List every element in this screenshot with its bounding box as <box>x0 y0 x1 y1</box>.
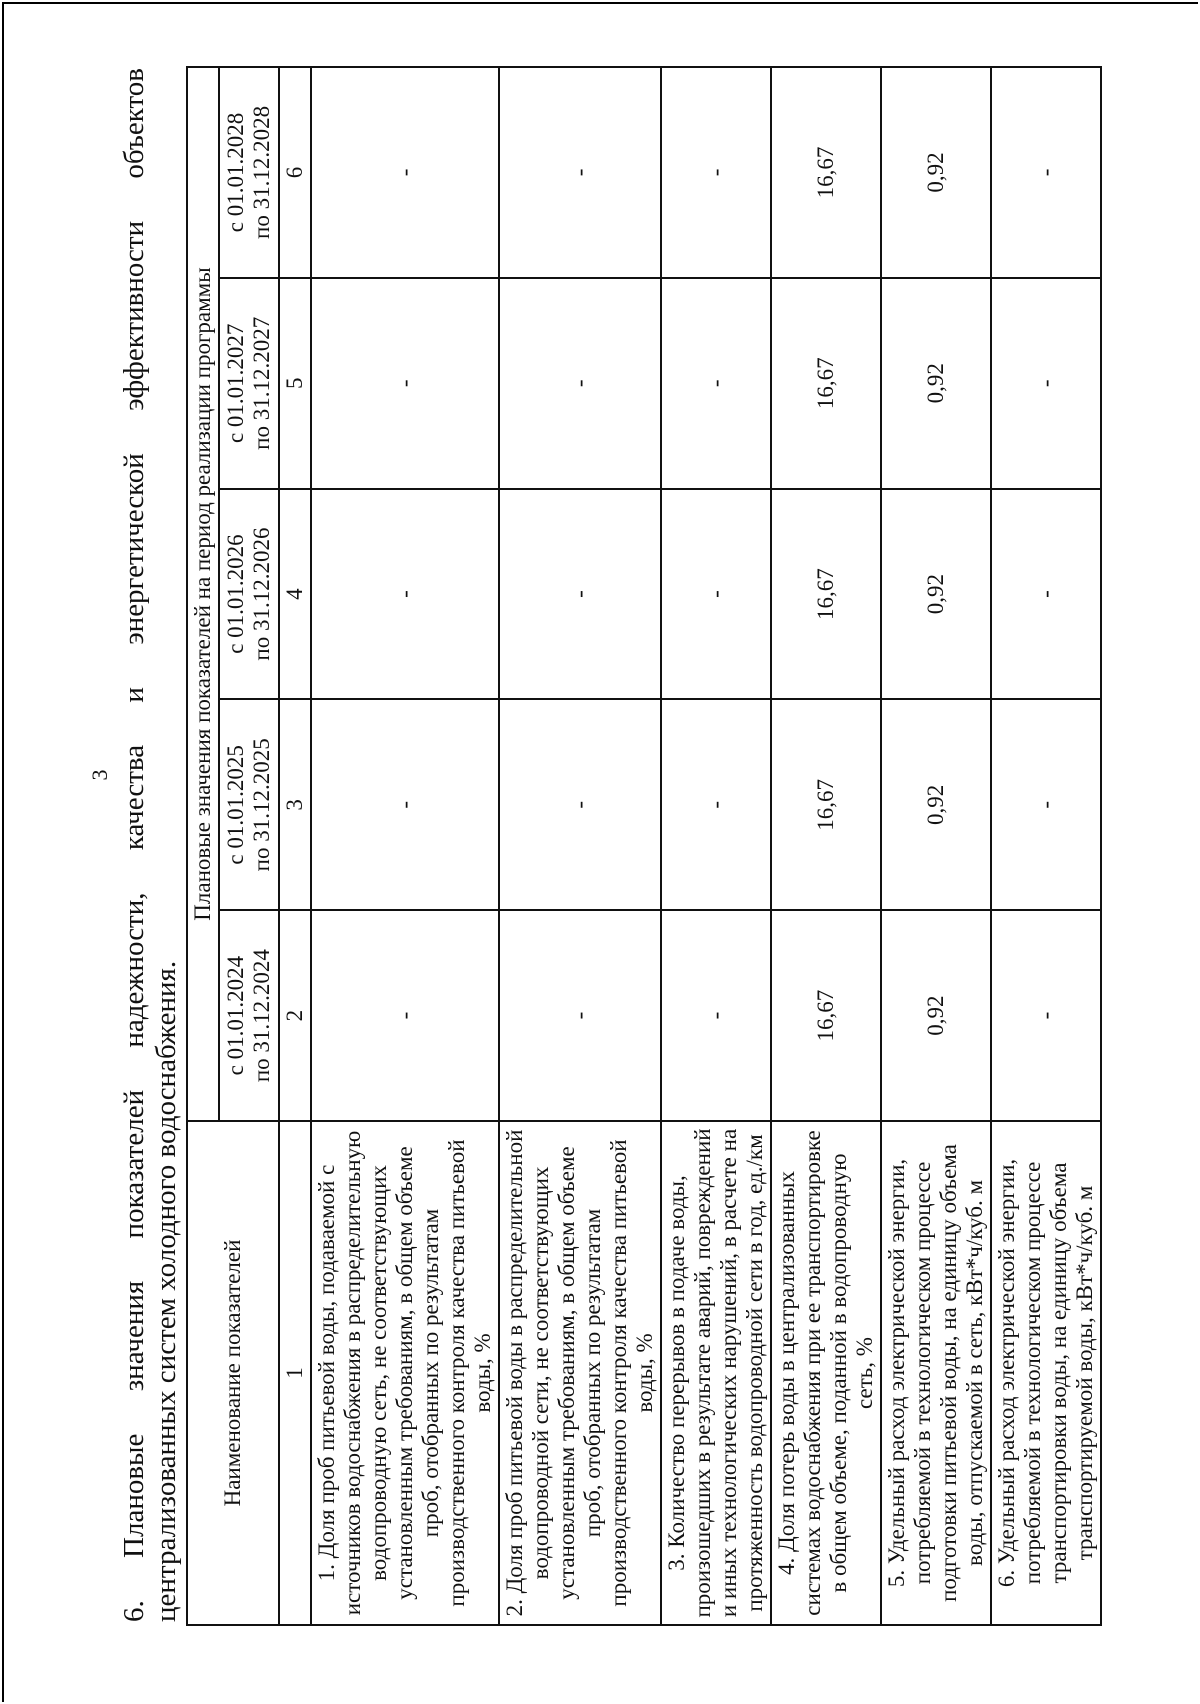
indicator-value: - <box>499 489 661 700</box>
indicator-value: 16,67 <box>771 278 881 489</box>
rotated-content <box>118 60 1097 1630</box>
indicator-value: - <box>311 67 499 278</box>
indicator-value: - <box>661 699 771 910</box>
indicator-value: - <box>311 699 499 910</box>
indicator-value: 0,92 <box>881 489 991 700</box>
indicator-value: - <box>311 910 499 1121</box>
indicator-value: - <box>661 278 771 489</box>
indicator-name: 5. Удельный расход электрической энергии, потребляемой в технологическом процессе подготовки питьевой воды, на единицу объема воды, отпускаемой в сеть, кВт*ч/куб. м <box>881 1121 991 1625</box>
period-header: с 01.01.2024 по 31.12.2024 <box>219 910 279 1121</box>
indicator-value: - <box>991 278 1101 489</box>
indicator-value: - <box>991 489 1101 700</box>
indicators-table <box>186 66 1102 1626</box>
table-row <box>881 67 991 1625</box>
column-number: 4 <box>279 489 311 700</box>
indicator-value: 0,92 <box>881 67 991 278</box>
indicator-name: 1. Доля проб питьевой воды, подаваемой с источников водоснабжения в распределительную водопроводную сеть, не соответствующих установленным требованиям, в общем объеме проб, отобранных по результатам производственного контроля качества питьевой воды, % <box>311 1121 499 1625</box>
column-number-row <box>279 67 311 1625</box>
table-row <box>311 67 499 1625</box>
indicator-value: - <box>661 67 771 278</box>
indicator-value: 16,67 <box>771 489 881 700</box>
indicator-value: - <box>311 278 499 489</box>
indicator-value: - <box>661 489 771 700</box>
indicator-value: - <box>499 699 661 910</box>
section-heading-line1: 6. Плановые значения показателей надежности, качества и энергетической эффективности объектов <box>118 68 150 1622</box>
indicator-value: 0,92 <box>881 910 991 1121</box>
period-header: с 01.01.2028 по 31.12.2028 <box>219 67 279 278</box>
period-header: с 01.01.2027 по 31.12.2027 <box>219 278 279 489</box>
indicator-value: 0,92 <box>881 699 991 910</box>
column-number: 6 <box>279 67 311 278</box>
period-header: с 01.01.2026 по 31.12.2026 <box>219 489 279 700</box>
indicator-value: - <box>499 67 661 278</box>
indicator-value: - <box>991 67 1101 278</box>
table-row <box>661 67 771 1625</box>
indicator-value: - <box>499 910 661 1121</box>
name-column-header: Наименование показателей <box>187 1121 279 1625</box>
column-number: 3 <box>279 699 311 910</box>
indicator-value: - <box>991 910 1101 1121</box>
scan-border-top <box>2 2 1198 4</box>
table-row <box>771 67 881 1625</box>
indicator-value: - <box>661 910 771 1121</box>
column-number: 5 <box>279 278 311 489</box>
indicator-value: 16,67 <box>771 699 881 910</box>
indicator-name: 4. Доля потерь воды в централизованных системах водоснабжения при ее транспортировке в общем объеме, поданной в водопроводную сеть, % <box>771 1121 881 1625</box>
column-number: 2 <box>279 910 311 1121</box>
indicator-value: 0,92 <box>881 278 991 489</box>
indicator-value: - <box>499 278 661 489</box>
page-number: 3 <box>87 769 112 781</box>
scan-border-left <box>2 2 4 1702</box>
table-row <box>499 67 661 1625</box>
indicator-value: - <box>991 699 1101 910</box>
section-heading-line2: централизованных систем холодного водоснабжения. <box>150 960 182 1622</box>
period-header: с 01.01.2025 по 31.12.2025 <box>219 699 279 910</box>
indicator-name: 6. Удельный расход электрической энергии, потребляемой в технологическом процессе транспортировки воды, на единицу объема транспортируемой воды, кВт*ч/куб. м <box>991 1121 1101 1625</box>
indicator-name: 3. Количество перерывов в подаче воды, произошедших в результате аварий, повреждений и иных технологических нарушений, в расчете на протяженность водопроводной сети в год, ед./км <box>661 1121 771 1625</box>
column-number: 1 <box>279 1121 311 1625</box>
indicator-value: 16,67 <box>771 67 881 278</box>
table-row <box>991 67 1101 1625</box>
indicator-value: - <box>311 489 499 700</box>
indicator-name: 2. Доля проб питьевой воды в распределительной водопроводной сети, не соответствующих установленным требованиям, в общем объеме проб, отобранных по результатам производственного контроля качества питьевой воды, % <box>499 1121 661 1625</box>
period-group-header: Плановые значения показателей на период реализации программы <box>187 67 219 1121</box>
indicator-value: 16,67 <box>771 910 881 1121</box>
